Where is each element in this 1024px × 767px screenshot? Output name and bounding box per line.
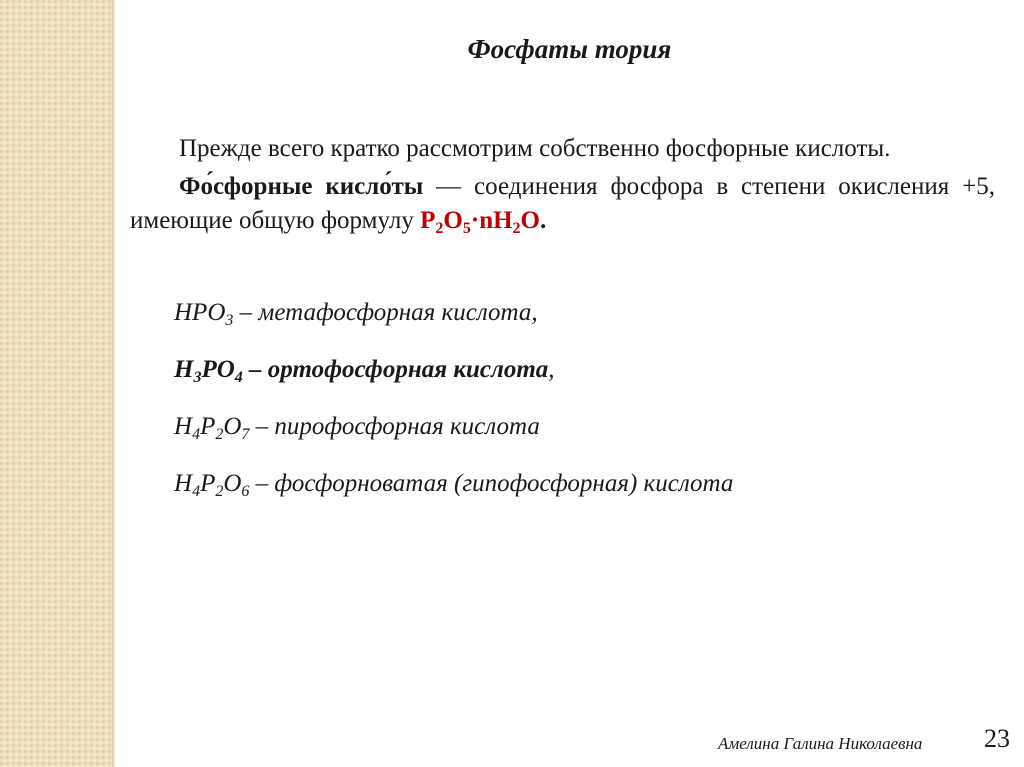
term-phosphoric-acids: Фо́сфорные кисло́ты [179, 173, 424, 200]
footer-author: Амелина Галина Николаевна [718, 734, 923, 753]
acid-hypophosphoric: $H_4P_2O_6$ – фосфорноватая (гипофосфорная) кислота [174, 470, 734, 500]
acid-metaphosphoric: $HPO_3$ – метафосфорная кислота, [174, 299, 538, 329]
page-number: 23 [984, 724, 1010, 753]
intro-paragraph-2 [130, 170, 995, 238]
decorative-side-band [0, 0, 112, 767]
acid-list [174, 296, 733, 524]
slide-title: Фосфаты тория [467, 34, 672, 64]
band-edge-divider [112, 0, 115, 767]
intro-paragraph-1: Прежде всего кратко рассмотрим собственно фосфорные кислоты. [179, 135, 891, 162]
acid-orthophosphoric: $H_3PO_4$ – ортофосфорная кислота, [174, 356, 555, 386]
definition-text: — соединения фосфора в степени окисления +5, имеющие общую формулу [130, 173, 995, 234]
formula-period: . [540, 207, 547, 234]
intro-text [130, 132, 995, 238]
general-formula: $P_2O_5\cdot nH_2O$ [420, 207, 540, 237]
acid-pyrophosphoric: $H_4P_2O_7$ – пирофосфорная кислота [174, 413, 540, 443]
